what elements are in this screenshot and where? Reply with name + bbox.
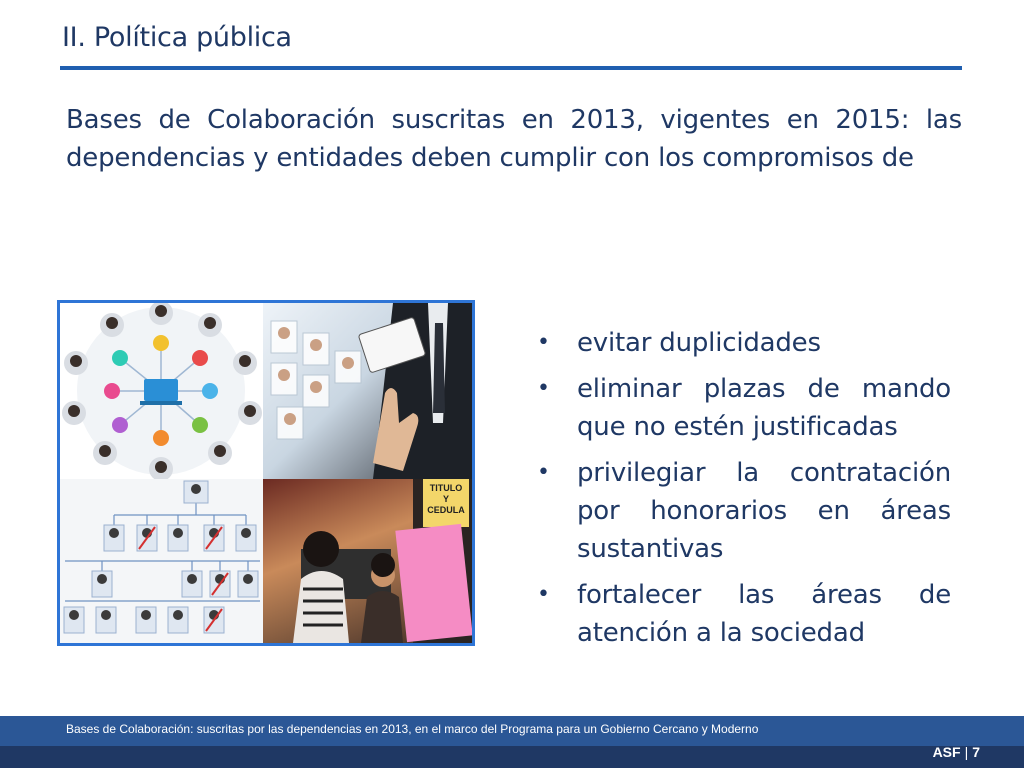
list-item: [537, 576, 951, 652]
sign-cedula-text: CEDULA: [427, 505, 465, 515]
team-network-illustration: [60, 303, 263, 479]
list-item: [537, 324, 951, 362]
page-number: 7: [972, 744, 980, 760]
list-item-text: eliminar plazas de mando que no estén justificadas: [577, 374, 951, 442]
page-separator: |: [964, 744, 969, 760]
bullet-icon: •: [537, 460, 550, 485]
touchscreen-business-photo: [263, 303, 472, 479]
bullet-icon: •: [537, 376, 550, 401]
list-item: [537, 370, 951, 446]
commitments-list: [537, 324, 951, 660]
list-item-text: evitar duplicidades: [577, 328, 821, 358]
page-badge: [933, 744, 980, 760]
list-item-text: privilegiar la contratación por honorarios en áreas sustantivas: [577, 458, 951, 564]
title-underline: [60, 66, 962, 70]
footer-note: Bases de Colaboración: suscritas por las dependencias en 2013, en el marco del Programa para un Gobierno Cercano y Moderno: [66, 722, 759, 736]
collage-image: [57, 300, 475, 646]
footer-bottom-band: [0, 746, 1024, 768]
list-item: [537, 454, 951, 568]
org-chart-illustration: [60, 479, 263, 643]
service-counter-photo: [263, 479, 472, 643]
sign-and-text: Y: [442, 494, 449, 504]
list-item-text: fortalecer las áreas de atención a la sociedad: [577, 580, 951, 648]
bullet-icon: •: [537, 330, 550, 355]
sign-title-text: TITULO: [429, 483, 463, 493]
intro-paragraph: Bases de Colaboración suscritas en 2013, vigentes en 2015: las dependencias y entidades deben cumplir con los compromisos de: [66, 105, 962, 173]
bullet-icon: •: [537, 582, 550, 607]
slide-title: II. Política pública: [62, 22, 292, 53]
org-label: ASF: [932, 744, 961, 760]
